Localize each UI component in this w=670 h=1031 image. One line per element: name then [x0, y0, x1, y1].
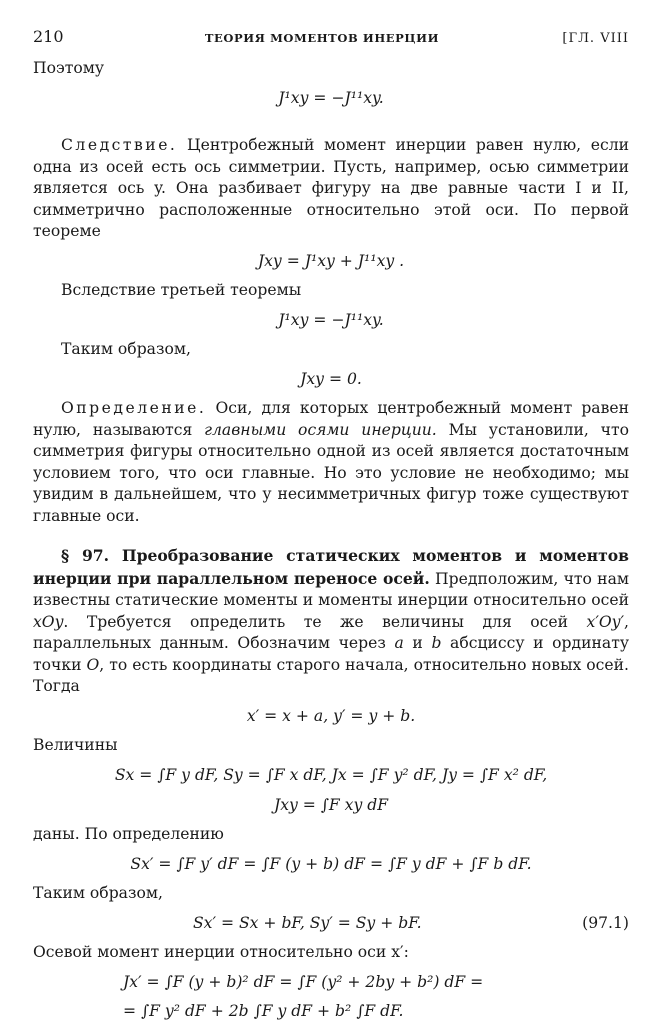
equation-3: J¹xy = −J¹¹xy.: [278, 310, 384, 329]
definition-term: главными осями инерции.: [204, 420, 437, 439]
section-text-4: и: [403, 634, 432, 653]
axial-moment-text: Осевой момент инерции относительно оси x′:: [33, 943, 409, 962]
section-text-3: , параллельных данным. Обозначим через: [33, 612, 629, 653]
equation-9-number: (97.1): [582, 913, 629, 932]
quantities-text: Величины: [33, 736, 118, 755]
equation-9-body: Sx′ = Sx + bF, Sy′ = Sy + bF.: [193, 913, 422, 932]
equation-1: J¹xy = −J¹¹xy.: [278, 88, 384, 107]
section-97-paragraph: [33, 545, 629, 698]
equation-5: x′ = x + a, y′ = y + b.: [246, 706, 416, 725]
var-b: b: [431, 634, 442, 653]
chapter-label: [ГЛ. VIII: [562, 31, 629, 46]
running-title: ТЕОРИЯ МОМЕНТОВ ИНЕРЦИИ: [204, 31, 440, 45]
equation-10: Jx′ = ∫F (y + b)² dF = ∫F (y² + 2by + b²) dF =: [123, 972, 484, 991]
section-text-1: Предположим, что нам известны статические моменты и моменты инерции относительно осей: [33, 569, 629, 610]
corollary-paragraph: [33, 135, 629, 243]
section-text-6: , то есть координаты старого начала, относительно новых осей. Тогда: [33, 655, 629, 696]
third-theorem-text: Вследствие третьей теоремы: [61, 281, 302, 300]
definition-text-2: Мы установили, что симметрия фигуры относительно одной из осей является достаточным условием того, что оси главные. Но это условие не необходимо; мы увидим в дальнейшем, что у несимметричных фигур тоже существуют главные оси.: [33, 420, 629, 525]
equation-9: [33, 913, 629, 935]
axes-xoy: xOy: [33, 612, 64, 631]
section-heading: § 97. Преобразование статических моментов и моментов инерции при параллельном переносе осей.: [33, 546, 629, 588]
equation-2: Jxy = J¹xy + J¹¹xy .: [257, 251, 405, 270]
equation-11: = ∫F y² dF + 2b ∫F y dF + b² ∫F dF.: [123, 1002, 404, 1021]
given-text: даны. По определению: [33, 825, 224, 844]
definition-word: Определение.: [61, 399, 207, 418]
thus-text-2: Таким образом,: [33, 884, 163, 903]
var-o: O: [86, 655, 100, 674]
equation-4: Jxy = 0.: [300, 369, 362, 388]
equation-8: Sx′ = ∫F y′ dF = ∫F (y + b) dF = ∫F y dF + ∫F b dF.: [130, 854, 532, 873]
thus-text-1: Таким образом,: [61, 340, 191, 359]
section-text-5: абсциссу и ординату точки: [33, 634, 630, 674]
corollary-word: Следствие.: [61, 136, 178, 155]
section-text-2: . Требуется определить те же величины для осей: [63, 612, 587, 631]
definition-paragraph: [33, 398, 629, 527]
page-number: 210: [33, 27, 64, 46]
book-page: [33, 26, 629, 1031]
therefore-text: Поэтому: [33, 59, 105, 78]
var-a: a: [394, 634, 404, 653]
equation-7: Jxy = ∫F xy dF: [273, 795, 389, 814]
equation-6: Sx = ∫F y dF, Sy = ∫F x dF, Jx = ∫F y² dF, Jy = ∫F x² dF,: [114, 766, 548, 784]
page-header: [33, 26, 629, 48]
corollary-text: Центробежный момент инерции равен нулю, если одна из осей есть ось симметрии. Пусть, например, осью симметрии является ось y. Она разбивает фигуру на две равные части I и II, симметрично расположенные относительно этой оси. По первой теореме: [33, 136, 629, 241]
definition-text-1: Оси, для которых центробежный момент равен нулю, называются: [33, 399, 629, 439]
axes-xpoyp: x′Oy′: [586, 612, 625, 631]
